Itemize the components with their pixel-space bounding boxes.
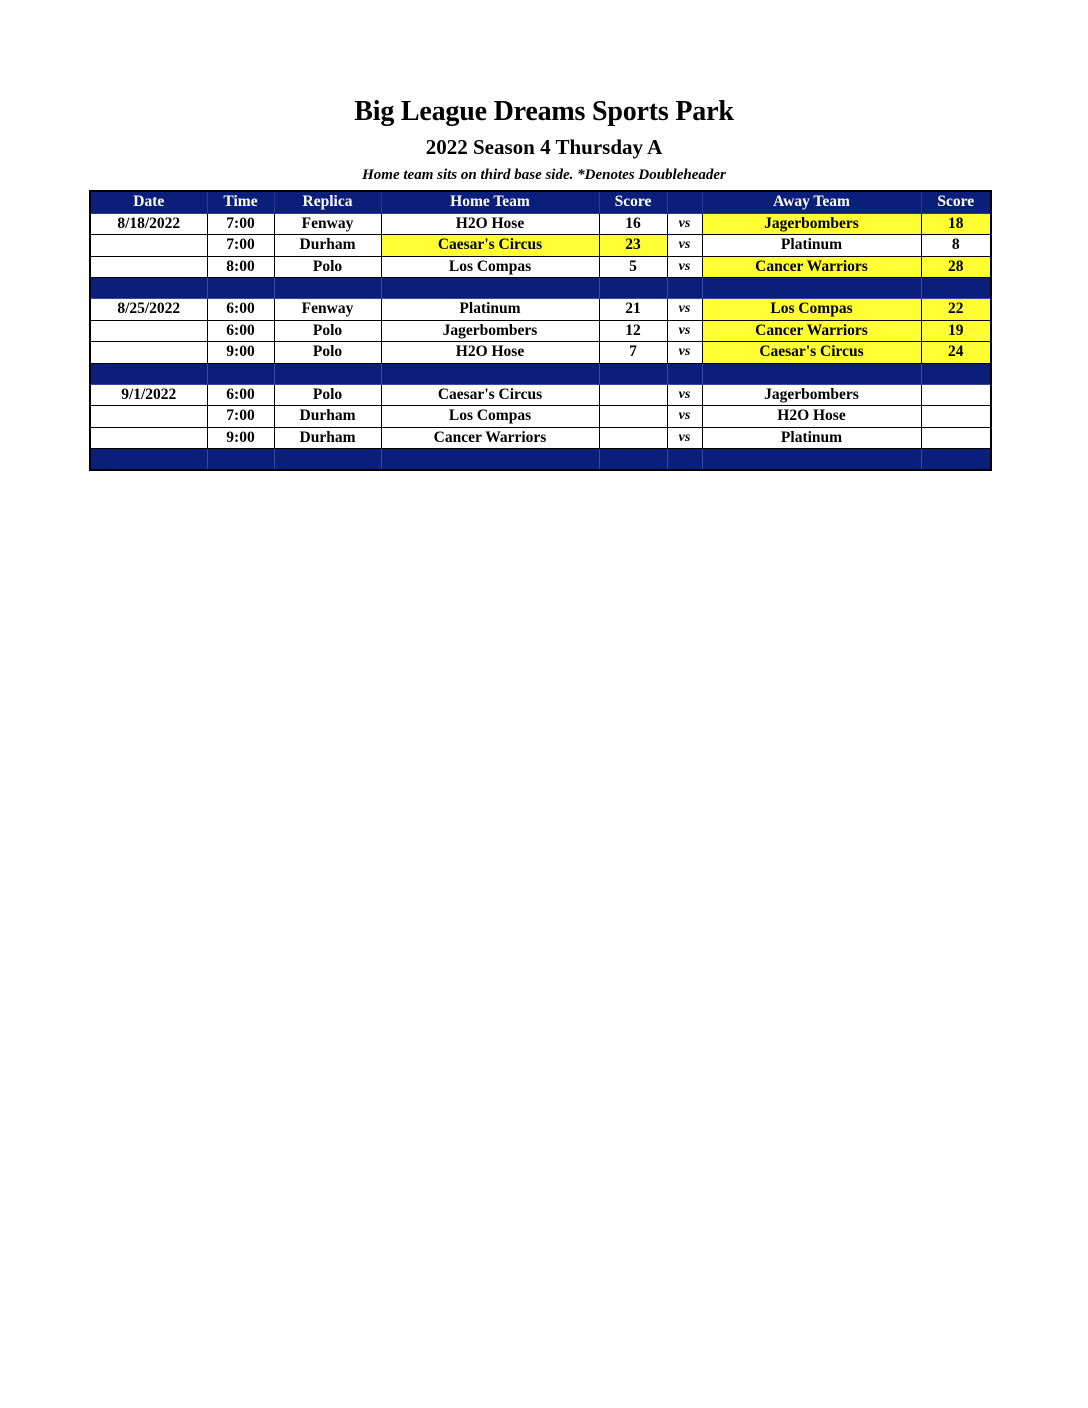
cell-away-score — [921, 406, 991, 428]
cell-away-score: 28 — [921, 256, 991, 278]
table-row — [90, 320, 991, 342]
cell-vs: vs — [667, 384, 702, 406]
cell-vs: vs — [667, 320, 702, 342]
table-row — [90, 427, 991, 449]
cell-away-team: Los Compas — [702, 299, 921, 321]
schedule-note: Home team sits on third base side. *Denotes Doubleheader — [362, 167, 726, 183]
table-row — [90, 235, 991, 257]
cell-home-score: 21 — [599, 299, 667, 321]
week-separator-row — [90, 363, 991, 384]
header-away-score: Score — [921, 191, 991, 213]
cell-vs: vs — [667, 406, 702, 428]
cell-home-team: Cancer Warriors — [381, 427, 599, 449]
cell-replica: Polo — [274, 342, 381, 364]
cell-time: 7:00 — [207, 235, 274, 257]
cell-vs: vs — [667, 256, 702, 278]
cell-date: 9/1/2022 — [90, 384, 207, 406]
cell-date: 8/25/2022 — [90, 299, 207, 321]
cell-away-score: 24 — [921, 342, 991, 364]
header-home-score: Score — [599, 191, 667, 213]
cell-replica: Fenway — [274, 299, 381, 321]
cell-replica: Durham — [274, 235, 381, 257]
cell-away-team: Cancer Warriors — [702, 320, 921, 342]
cell-time: 9:00 — [207, 342, 274, 364]
cell-away-score: 22 — [921, 299, 991, 321]
cell-time: 7:00 — [207, 213, 274, 235]
cell-away-team: Platinum — [702, 427, 921, 449]
table-row — [90, 256, 991, 278]
cell-away-team: Jagerbombers — [702, 213, 921, 235]
table-row — [90, 299, 991, 321]
cell-home-score: 23 — [599, 235, 667, 257]
page-subtitle: 2022 Season 4 Thursday A — [425, 135, 663, 159]
cell-time: 6:00 — [207, 320, 274, 342]
cell-home-team: Platinum — [381, 299, 599, 321]
week-separator-row — [90, 278, 991, 299]
cell-replica: Fenway — [274, 213, 381, 235]
cell-home-team: Jagerbombers — [381, 320, 599, 342]
header-time: Time — [207, 191, 274, 213]
cell-away-team: H2O Hose — [702, 406, 921, 428]
cell-away-score — [921, 384, 991, 406]
cell-date: 8/18/2022 — [90, 213, 207, 235]
cell-date — [90, 235, 207, 257]
cell-away-team: Cancer Warriors — [702, 256, 921, 278]
cell-away-score — [921, 427, 991, 449]
cell-home-score — [599, 406, 667, 428]
header-row — [90, 191, 991, 213]
cell-vs: vs — [667, 213, 702, 235]
cell-away-team: Caesar's Circus — [702, 342, 921, 364]
cell-vs: vs — [667, 342, 702, 364]
cell-date — [90, 427, 207, 449]
cell-time: 9:00 — [207, 427, 274, 449]
cell-home-score: 16 — [599, 213, 667, 235]
cell-home-score — [599, 427, 667, 449]
cell-away-score: 18 — [921, 213, 991, 235]
cell-date — [90, 256, 207, 278]
table-row — [90, 406, 991, 428]
cell-home-score: 7 — [599, 342, 667, 364]
cell-replica: Polo — [274, 320, 381, 342]
cell-away-team: Jagerbombers — [702, 384, 921, 406]
cell-vs: vs — [667, 299, 702, 321]
cell-date — [90, 320, 207, 342]
table-row — [90, 384, 991, 406]
header-away-team: Away Team — [702, 191, 921, 213]
schedule-table — [89, 190, 992, 471]
cell-date — [90, 342, 207, 364]
cell-home-score: 12 — [599, 320, 667, 342]
header-home-team: Home Team — [381, 191, 599, 213]
cell-date — [90, 406, 207, 428]
header-vs — [667, 191, 702, 213]
cell-replica: Polo — [274, 384, 381, 406]
header-date: Date — [90, 191, 207, 213]
cell-time: 6:00 — [207, 299, 274, 321]
cell-replica: Polo — [274, 256, 381, 278]
table-row — [90, 213, 991, 235]
cell-time: 8:00 — [207, 256, 274, 278]
page-title: Big League Dreams Sports Park — [354, 96, 734, 127]
cell-home-score — [599, 384, 667, 406]
cell-replica: Durham — [274, 406, 381, 428]
cell-home-team: Caesar's Circus — [381, 235, 599, 257]
cell-vs: vs — [667, 235, 702, 257]
cell-home-team: Los Compas — [381, 406, 599, 428]
cell-home-team: Los Compas — [381, 256, 599, 278]
header-replica: Replica — [274, 191, 381, 213]
cell-away-score: 8 — [921, 235, 991, 257]
cell-home-team: H2O Hose — [381, 342, 599, 364]
week-separator-row — [90, 449, 991, 471]
cell-time: 6:00 — [207, 384, 274, 406]
cell-home-score: 5 — [599, 256, 667, 278]
cell-time: 7:00 — [207, 406, 274, 428]
cell-home-team: H2O Hose — [381, 213, 599, 235]
cell-home-team: Caesar's Circus — [381, 384, 599, 406]
table-row — [90, 342, 991, 364]
cell-away-team: Platinum — [702, 235, 921, 257]
cell-vs: vs — [667, 427, 702, 449]
cell-away-score: 19 — [921, 320, 991, 342]
cell-replica: Durham — [274, 427, 381, 449]
